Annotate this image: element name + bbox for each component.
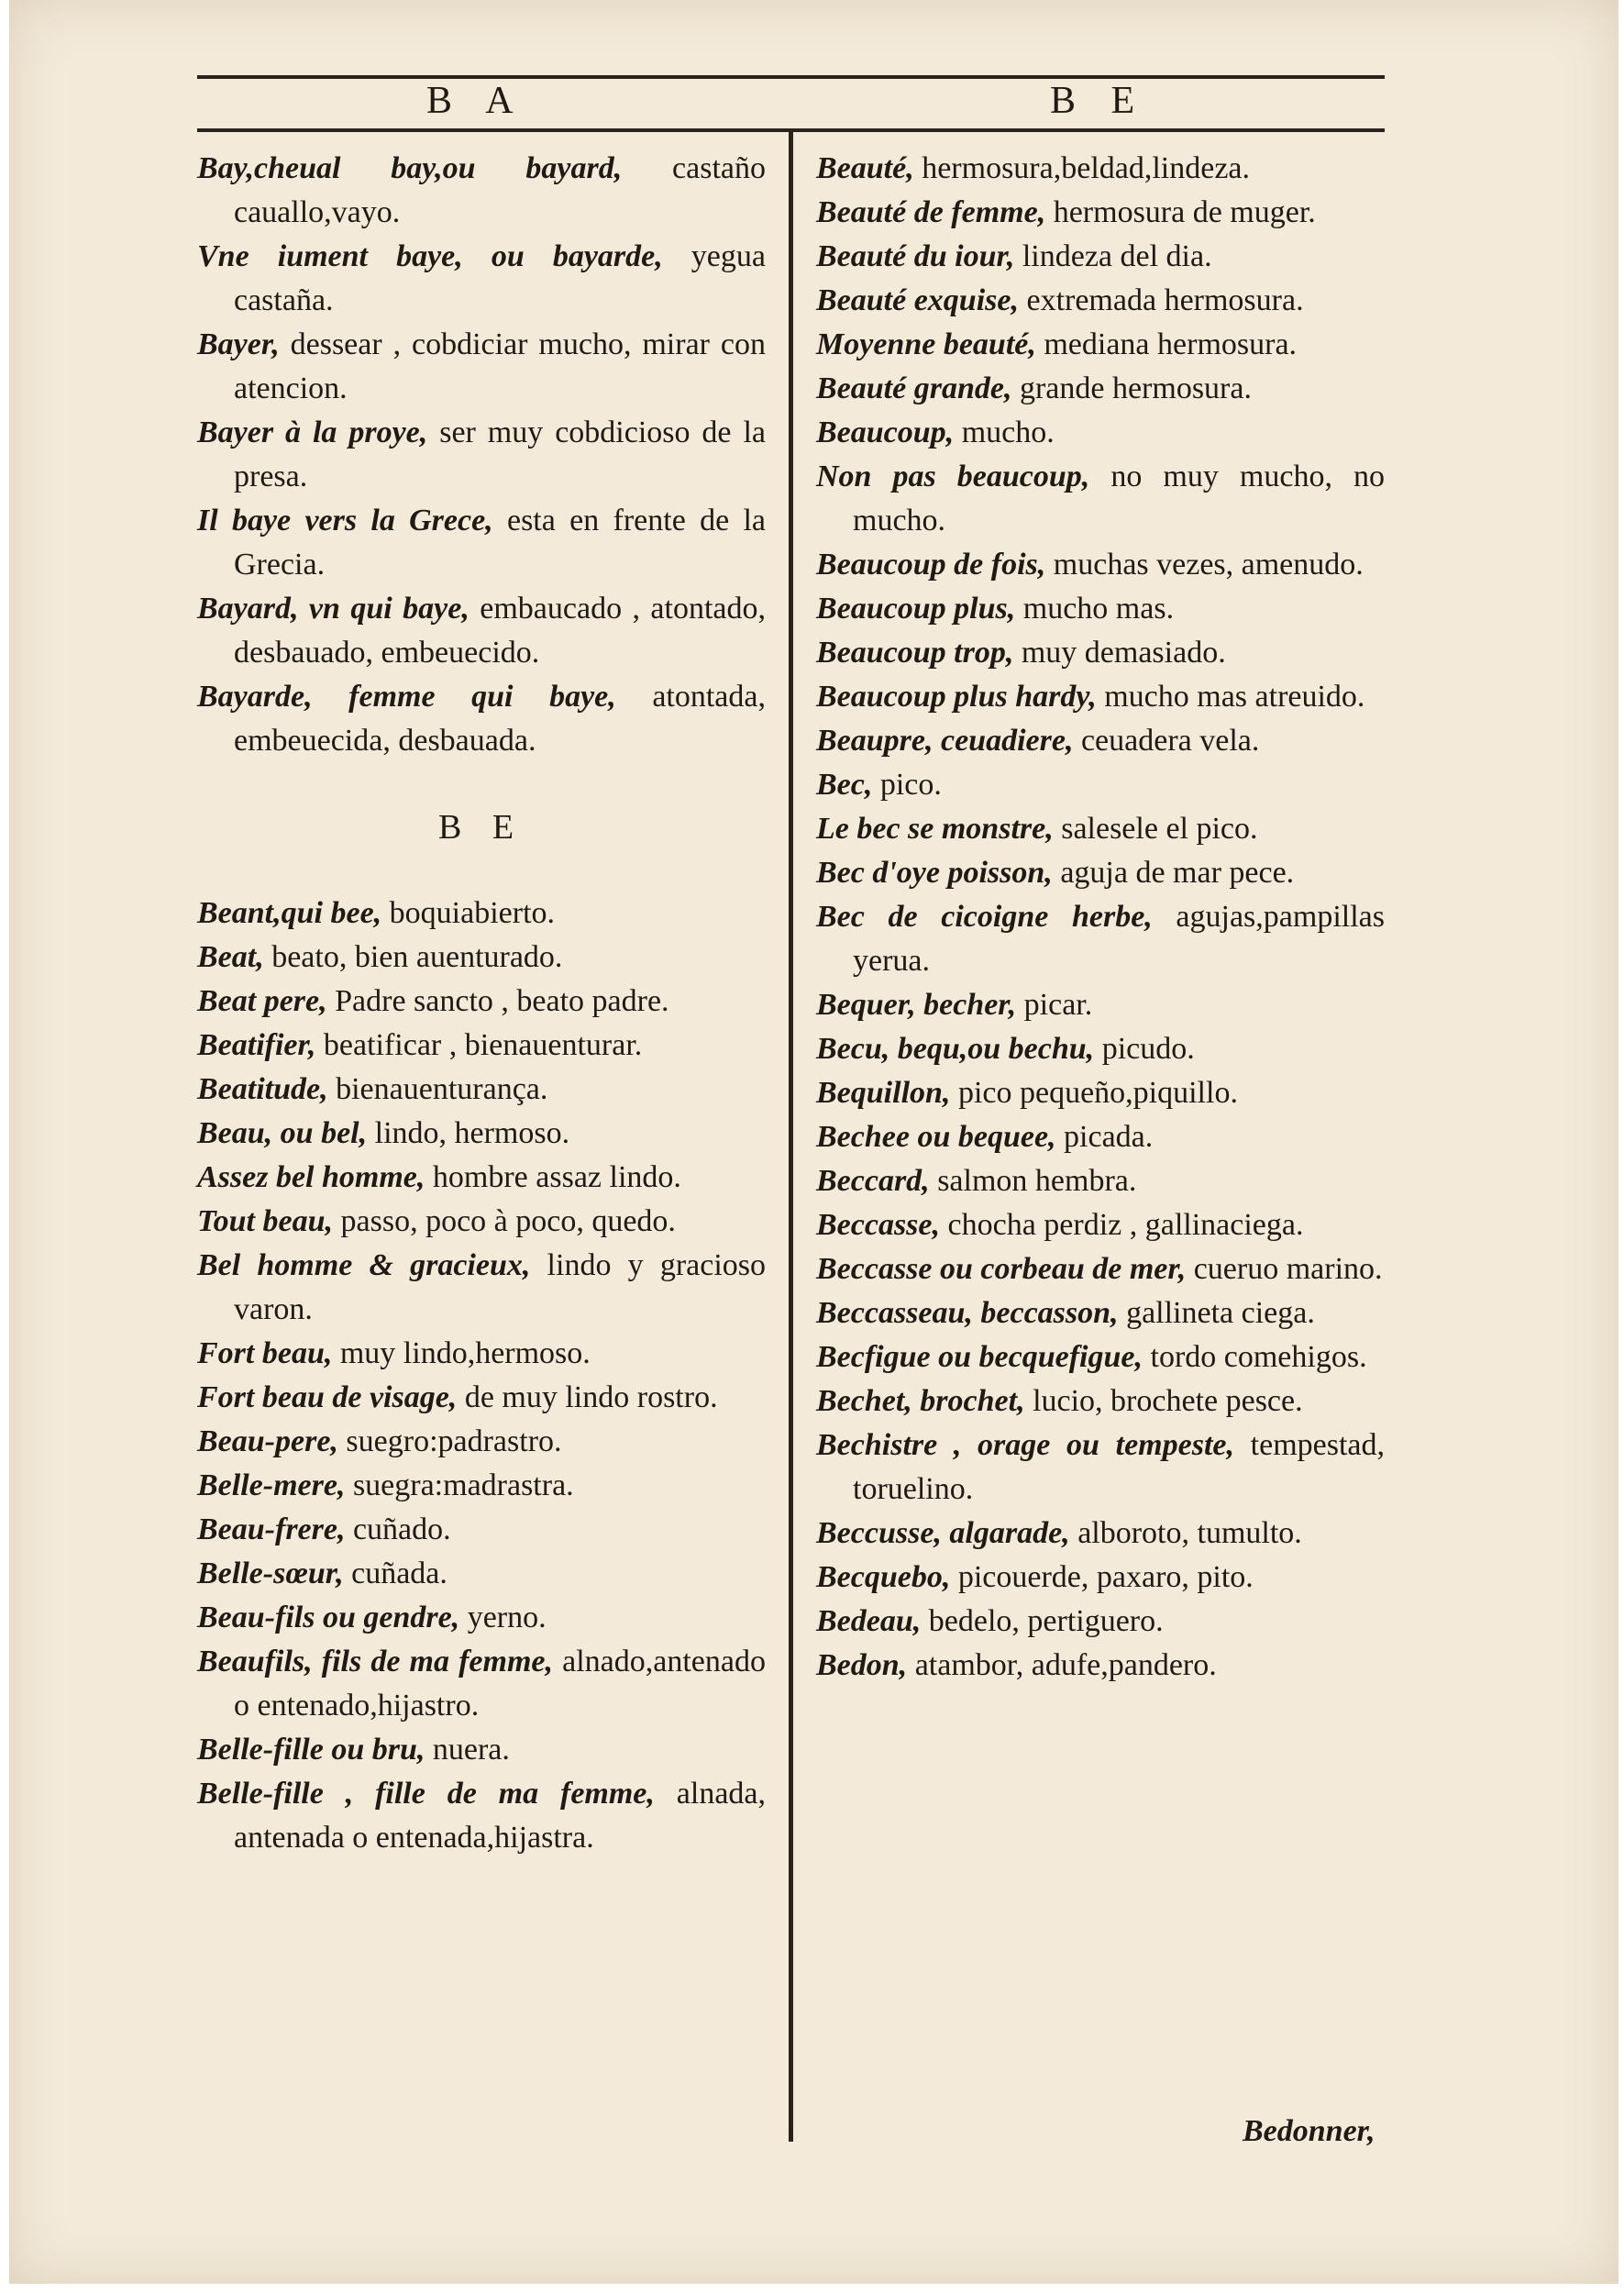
entry-term: Beau-frere, <box>197 1512 346 1546</box>
entry-term: Le bec se monstre, <box>816 812 1054 846</box>
entry-definition: atontada, embeuecida, desbauada. <box>234 680 766 758</box>
entry-term: Beaucoup plus hardy, <box>816 680 1097 714</box>
entry-term: Beaucoup, <box>816 415 955 449</box>
dictionary-entry <box>816 1203 1385 1247</box>
dictionary-entry <box>816 1556 1385 1600</box>
dictionary-entry <box>816 983 1385 1027</box>
entry-term: Fort beau, <box>197 1336 333 1370</box>
entry-definition: lindo y gracioso varon. <box>234 1248 766 1326</box>
dictionary-entry <box>816 147 1385 191</box>
entry-term: Beaufils, fils de ma femme, <box>197 1645 554 1678</box>
entry-term: Bechet, brochet, <box>816 1384 1025 1418</box>
dictionary-entry <box>197 675 766 763</box>
entry-definition: hombre assaz lindo. <box>425 1160 681 1194</box>
entry-definition: beatificar , bienauenturar. <box>315 1028 643 1062</box>
dictionary-entry <box>197 1420 766 1464</box>
entry-definition: mucho mas atreuido. <box>1096 680 1365 714</box>
dictionary-entry <box>197 892 766 936</box>
right-column <box>816 147 1385 1688</box>
dictionary-entry <box>197 1376 766 1420</box>
entry-definition: salesele el pico. <box>1053 812 1258 846</box>
entry-term: Beaucoup plus, <box>816 592 1016 626</box>
entry-definition: pico. <box>872 768 942 802</box>
dictionary-entry <box>197 1244 766 1332</box>
entry-term: Beatifier, <box>197 1028 316 1062</box>
entry-term: Beau-fils ou gendre, <box>197 1601 460 1634</box>
dictionary-entry <box>197 1332 766 1376</box>
catchword: Bedonner, <box>1243 2114 1375 2148</box>
entry-definition: grande hermosura. <box>1011 371 1252 405</box>
entry-definition: lindo, hermoso. <box>367 1116 570 1150</box>
entry-term: Beatitude, <box>197 1072 328 1106</box>
dictionary-entry <box>816 543 1385 587</box>
left-column <box>197 147 766 1860</box>
section-heading: B E <box>437 808 525 847</box>
entry-definition: cuñada. <box>343 1556 447 1590</box>
entry-definition: de muy lindo rostro. <box>457 1380 718 1414</box>
entry-term: Assez bel homme, <box>197 1160 425 1194</box>
entry-term: Beauté, <box>816 151 914 185</box>
entry-definition: agujas,pampillas yerua. <box>853 900 1385 978</box>
right-headword: B E <box>1050 80 1148 122</box>
dictionary-entry <box>197 1772 766 1860</box>
entry-term: Beauté exquise, <box>816 283 1019 317</box>
entry-definition: extremada hermosura. <box>1018 283 1304 317</box>
entry-definition: tordo comehigos. <box>1143 1340 1367 1374</box>
column-divider <box>789 128 793 2142</box>
dictionary-entry <box>816 1071 1385 1115</box>
entry-term: Beccard, <box>816 1164 930 1198</box>
entry-term: Beccusse, algarade, <box>816 1516 1070 1550</box>
dictionary-entry <box>197 235 766 323</box>
entry-definition: cueruo marino. <box>1186 1252 1383 1286</box>
entry-definition: mediana hermosura. <box>1035 327 1298 361</box>
entry-term: Belle-fille , fille de ma femme, <box>197 1777 655 1811</box>
dictionary-entry <box>816 279 1385 323</box>
left-entries-before <box>197 147 766 763</box>
entry-definition: dessear , cobdiciar mucho, mirar con atencion. <box>234 327 766 405</box>
entry-term: Beauté grande, <box>816 371 1012 405</box>
dictionary-entry <box>197 147 766 235</box>
entry-definition: gallineta ciega. <box>1118 1296 1315 1330</box>
entry-definition: lindeza del dia. <box>1014 239 1212 273</box>
dictionary-entry <box>816 719 1385 763</box>
entry-definition: esta en frente de la Grecia. <box>234 504 766 582</box>
entry-term: Beaucoup de fois, <box>816 548 1046 582</box>
entry-term: Bedeau, <box>816 1604 922 1638</box>
entry-definition: salmon hembra. <box>929 1164 1137 1198</box>
dictionary-entry <box>816 763 1385 807</box>
entry-term: Belle-fille ou bru, <box>197 1733 425 1767</box>
dictionary-entry <box>816 675 1385 719</box>
entry-term: Bec, <box>816 768 873 802</box>
entry-definition: picouerde, paxaro, pito. <box>950 1560 1254 1594</box>
entry-term: Becu, bequ,ou bechu, <box>816 1032 1095 1066</box>
entry-definition: picada. <box>1055 1120 1154 1154</box>
entry-definition: passo, poco à poco, quedo. <box>333 1204 676 1238</box>
entry-definition: aguja de mar pece. <box>1052 856 1295 890</box>
entry-term: Non pas beaucoup, <box>816 460 1090 493</box>
entry-term: Tout beau, <box>197 1204 334 1238</box>
entry-definition: muy demasiado. <box>1013 636 1226 670</box>
entry-definition: picar. <box>1016 988 1093 1022</box>
dictionary-entry <box>197 1068 766 1112</box>
entry-term: Fort beau de visage, <box>197 1380 458 1414</box>
entry-term: Vne iument baye, ou bayarde, <box>197 239 663 273</box>
entry-definition: beato, bien auenturado. <box>263 940 563 974</box>
dictionary-entry <box>197 323 766 411</box>
left-headword: B A <box>426 80 526 122</box>
top-rule <box>197 75 1385 79</box>
dictionary-entry <box>816 455 1385 543</box>
entry-term: Beant,qui bee, <box>197 896 382 930</box>
dictionary-entry <box>816 191 1385 235</box>
entry-definition: yegua castaña. <box>234 239 766 317</box>
entry-term: Bec de cicoigne herbe, <box>816 900 1153 934</box>
entry-definition: bienauenturança. <box>327 1072 548 1106</box>
entry-definition: cuñado. <box>345 1512 451 1546</box>
entry-definition: lucio, brochete pesce. <box>1024 1384 1303 1418</box>
entry-definition: atambor, adufe,pandero. <box>907 1648 1217 1682</box>
dictionary-entry <box>197 1024 766 1068</box>
entry-term: Bel homme & gracieux, <box>197 1248 531 1282</box>
entry-term: Bay,cheual bay,ou bayard, <box>197 151 623 185</box>
entry-term: Beauté de femme, <box>816 195 1046 229</box>
dictionary-entry <box>197 1508 766 1552</box>
entry-definition: muchas vezes, amenudo. <box>1045 548 1364 582</box>
entry-definition: boquiabierto. <box>381 896 556 930</box>
entry-definition: chocha perdiz , gallinaciega. <box>940 1208 1304 1242</box>
dictionary-entry <box>197 1552 766 1596</box>
entry-definition: hermosura de muger. <box>1045 195 1316 229</box>
dictionary-entry <box>816 367 1385 411</box>
dictionary-entry <box>816 1512 1385 1556</box>
dictionary-entry <box>816 235 1385 279</box>
entry-definition: muy lindo,hermoso. <box>332 1336 591 1370</box>
entry-term: Belle-sœur, <box>197 1556 344 1590</box>
dictionary-entry <box>197 587 766 675</box>
entry-definition: ser muy cobdicioso de la presa. <box>234 415 767 493</box>
entry-term: Il baye vers la Grece, <box>197 504 493 537</box>
dictionary-entry <box>816 1027 1385 1071</box>
dictionary-entry <box>816 411 1385 455</box>
entry-term: Beat, <box>197 940 264 974</box>
entry-definition: suegra:madrastra. <box>345 1468 574 1502</box>
dictionary-entry <box>816 1291 1385 1335</box>
entry-term: Bayarde, femme qui baye, <box>197 680 616 714</box>
dictionary-entry <box>816 1247 1385 1291</box>
entry-term: Beaupre, ceuadiere, <box>816 724 1074 758</box>
entry-term: Bec d'oye poisson, <box>816 856 1053 890</box>
dictionary-entry <box>197 980 766 1024</box>
entry-term: Bechee ou bequee, <box>816 1120 1056 1154</box>
entry-definition: picudo. <box>1094 1032 1195 1066</box>
dictionary-entry <box>816 1159 1385 1203</box>
entry-definition: Padre sancto , beato padre. <box>326 984 669 1018</box>
entry-definition: yerno. <box>459 1601 547 1634</box>
dictionary-entry <box>816 807 1385 851</box>
entry-definition: tempestad, toruelino. <box>853 1428 1385 1506</box>
dictionary-entry <box>816 1115 1385 1159</box>
entry-definition: alnada, antenada o entenada,hijastra. <box>234 1777 767 1855</box>
dictionary-entry <box>197 1596 766 1640</box>
entry-definition: embaucado , atontado, desbauado, embeuecido. <box>234 592 766 670</box>
entry-term: Bedon, <box>816 1648 908 1682</box>
entry-definition: castaño cauallo,vayo. <box>234 151 766 229</box>
dictionary-entry <box>816 895 1385 983</box>
dictionary-entry <box>197 1200 766 1244</box>
entry-term: Becfigue ou becquefigue, <box>816 1340 1143 1374</box>
entry-term: Beau-pere, <box>197 1424 338 1458</box>
entry-term: Bequer, becher, <box>816 988 1017 1022</box>
entry-term: Beccasseau, beccasson, <box>816 1296 1119 1330</box>
entry-term: Bayer à la proye, <box>197 415 428 449</box>
entry-definition: mucho mas. <box>1015 592 1175 626</box>
dictionary-entry <box>816 323 1385 367</box>
entry-definition: alnado,antenado o entenado,hijastro. <box>234 1645 766 1723</box>
entry-term: Beaucoup trop, <box>816 636 1014 670</box>
entry-definition: hermosura,beldad,lindeza. <box>913 151 1251 185</box>
dictionary-entry <box>197 1112 766 1156</box>
dictionary-entry <box>197 936 766 980</box>
dictionary-entry <box>816 1335 1385 1379</box>
dictionary-entry <box>197 411 766 499</box>
entry-definition: no muy mucho, no mucho. <box>853 460 1386 537</box>
dictionary-entry <box>816 1600 1385 1644</box>
entry-term: Becquebo, <box>816 1560 951 1594</box>
entry-term: Beat pere, <box>197 984 327 1018</box>
entry-term: Bequillon, <box>816 1076 951 1110</box>
entry-term: Beau, ou bel, <box>197 1116 368 1150</box>
page <box>9 0 1618 2284</box>
dictionary-entry <box>816 587 1385 631</box>
dictionary-entry <box>816 631 1385 675</box>
entry-definition: suegro:padrastro. <box>337 1424 562 1458</box>
dictionary-entry <box>816 1379 1385 1423</box>
dictionary-entry <box>197 1156 766 1200</box>
dictionary-entry <box>816 1423 1385 1512</box>
dictionary-entry <box>197 499 766 587</box>
entry-definition: bedelo, pertiguero. <box>921 1604 1164 1638</box>
entry-term: Bayard, vn qui baye, <box>197 592 470 626</box>
entry-definition: nuera. <box>425 1733 510 1767</box>
entry-term: Bayer, <box>197 327 280 361</box>
left-entries-after <box>197 892 766 1860</box>
entry-term: Bechistre , orage ou tempeste, <box>816 1428 1234 1462</box>
entry-definition: ceuadera vela. <box>1073 724 1260 758</box>
entry-definition: mucho. <box>954 415 1055 449</box>
entry-definition: pico pequeño,piquillo. <box>950 1076 1238 1110</box>
dictionary-entry <box>197 1728 766 1772</box>
entry-term: Belle-mere, <box>197 1468 346 1502</box>
dictionary-entry <box>816 1644 1385 1688</box>
dictionary-entry <box>816 851 1385 895</box>
entry-term: Beccasse ou corbeau de mer, <box>816 1252 1187 1286</box>
entry-definition: alboroto, tumulto. <box>1069 1516 1302 1550</box>
entry-term: Moyenne beauté, <box>816 327 1036 361</box>
entry-term: Beccasse, <box>816 1208 941 1242</box>
dictionary-entry <box>197 1640 766 1728</box>
entry-term: Beauté du iour, <box>816 239 1015 273</box>
dictionary-entry <box>197 1464 766 1508</box>
